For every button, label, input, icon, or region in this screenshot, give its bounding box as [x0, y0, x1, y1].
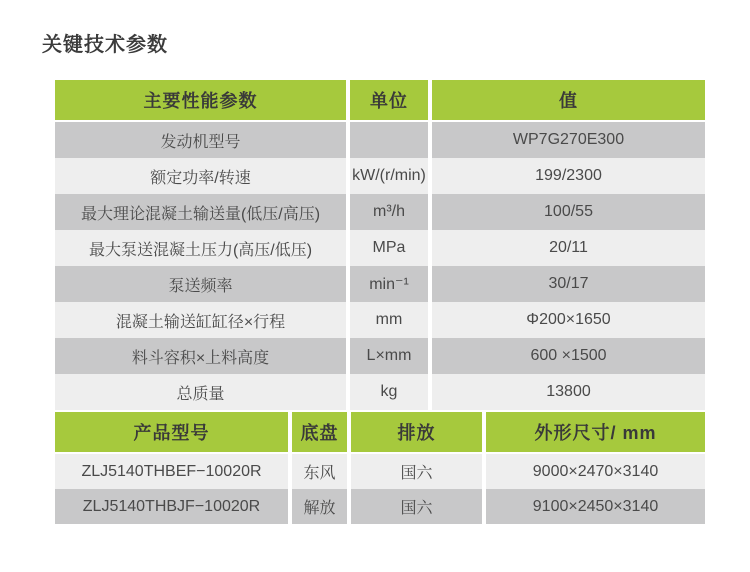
model-header-chassis: 底盘 [292, 412, 347, 452]
model-table-header-row [55, 412, 705, 452]
value-cell: 100/55 [432, 194, 705, 230]
param-cell: 混凝土输送缸缸径×行程 [55, 302, 346, 338]
param-cell: 最大泵送混凝土压力(高压/低压) [55, 230, 346, 266]
unit-cell: kW/(r/min) [350, 158, 428, 194]
table-row-max-output [55, 194, 705, 230]
spec-header-unit: 单位 [350, 80, 428, 120]
param-cell: 总质量 [55, 374, 346, 410]
unit-cell: L×mm [350, 338, 428, 374]
value-cell: 20/11 [432, 230, 705, 266]
spec-header-value: 值 [432, 80, 705, 120]
table-row-rated-power [55, 158, 705, 194]
chassis-cell: 解放 [292, 489, 347, 524]
page-title: 关键技术参数 [42, 34, 168, 56]
chassis-cell: 东风 [292, 454, 347, 489]
param-cell: 最大理论混凝土输送量(低压/高压) [55, 194, 346, 230]
model-cell: ZLJ5140THBEF−10020R [55, 454, 288, 489]
emission-cell: 国六 [351, 454, 482, 489]
unit-cell [350, 122, 428, 158]
emission-cell: 国六 [351, 489, 482, 524]
table-row-hopper-capacity [55, 338, 705, 374]
param-cell: 额定功率/转速 [55, 158, 346, 194]
unit-cell: MPa [350, 230, 428, 266]
value-cell: 600 ×1500 [432, 338, 705, 374]
value-cell: 13800 [432, 374, 705, 410]
value-cell: WP7G270E300 [432, 122, 705, 158]
unit-cell: min⁻¹ [350, 266, 428, 302]
value-cell: Φ200×1650 [432, 302, 705, 338]
model-header-product-model: 产品型号 [55, 412, 288, 452]
model-header-dimensions: 外形尺寸/ mm [486, 412, 705, 452]
unit-cell: mm [350, 302, 428, 338]
dimensions-cell: 9100×2450×3140 [486, 489, 705, 524]
table-row-total-mass [55, 374, 705, 410]
spec-header-parameter: 主要性能参数 [55, 80, 346, 120]
param-cell: 泵送频率 [55, 266, 346, 302]
model-cell: ZLJ5140THBJF−10020R [55, 489, 288, 524]
table-row-engine-model [55, 122, 705, 158]
unit-cell: kg [350, 374, 428, 410]
param-cell: 发动机型号 [55, 122, 346, 158]
unit-cell: m³/h [350, 194, 428, 230]
table-row-pump-frequency [55, 266, 705, 302]
technical-parameters-table [55, 80, 705, 524]
value-cell: 199/2300 [432, 158, 705, 194]
dimensions-cell: 9000×2470×3140 [486, 454, 705, 489]
model-header-emission: 排放 [351, 412, 482, 452]
table-row-cylinder-bore-stroke [55, 302, 705, 338]
param-cell: 料斗容积×上料高度 [55, 338, 346, 374]
table-row-model-dongfeng [55, 454, 705, 489]
table-row-max-pressure [55, 230, 705, 266]
table-row-model-jiefang [55, 489, 705, 524]
value-cell: 30/17 [432, 266, 705, 302]
spec-table-header-row [55, 80, 705, 120]
